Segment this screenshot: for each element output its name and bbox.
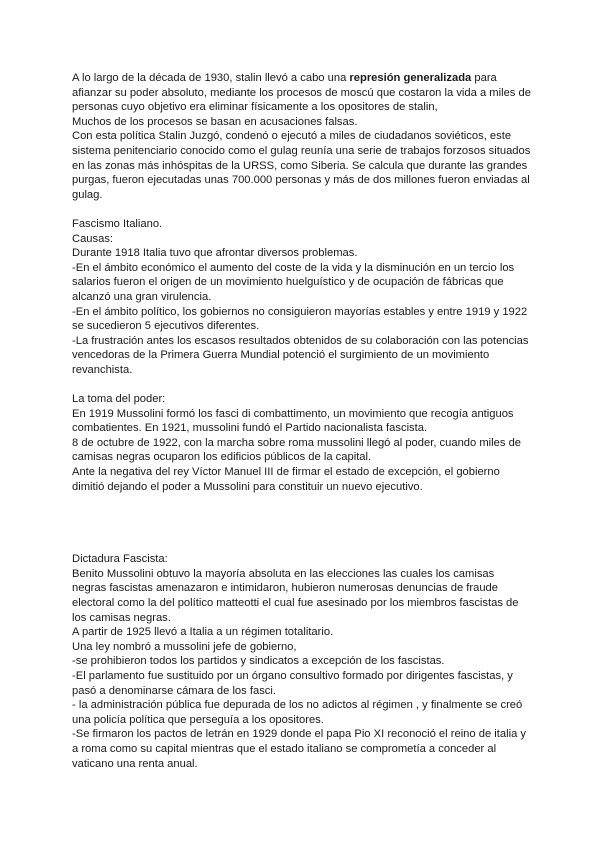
paragraph-line: vaticano una renta anual. <box>72 757 198 770</box>
paragraph-line: vencedoras de la Primera Guerra Mundial potenció el surgimiento de un movimiento <box>72 349 490 362</box>
paragraph-line: los camisas negras. <box>72 611 171 624</box>
paragraph-line: - la administración pública fue depurada de los no adictos al régimen , y finalmente se creó <box>72 699 523 712</box>
section-subheading: Causas: <box>72 232 114 245</box>
paragraph-line: combatientes. En 1921, mussolini fundó el Partido nacionalista fascista. <box>72 422 428 435</box>
paragraph-line: -En el ámbito económico el aumento del coste de la vida y la disminución en un tercio los <box>72 261 515 274</box>
stalin-repression-section <box>72 71 532 202</box>
paragraph-line: negras fascistas amenazaron e intimidaron, hubieron numerosas denuncias de fraude <box>72 582 498 595</box>
paragraph-line: Ante la negativa del rey Víctor Manuel III de firmar el estado de excepción, el gobierno <box>72 466 500 479</box>
section-heading: Dictadura Fascista: <box>72 553 168 566</box>
paragraph-line: en las zonas más inhóspitas de la URSS, como Siberia. Se calcula que durante las grandes <box>72 159 528 172</box>
paragraph-line: En 1919 Mussolini formó los fasci di combattimento, un movimiento que recogía antiguos <box>72 407 514 420</box>
text-run: A lo largo de la década de 1930, stalin llevó a cabo una <box>72 72 350 84</box>
paragraph-line: Muchos de los procesos se basan en acusaciones falsas. <box>72 115 358 128</box>
blank-area <box>72 494 532 552</box>
dictadura-fascista-section <box>72 552 532 771</box>
paragraph-line: Durante 1918 Italia tuvo que afrontar diversos problemas. <box>72 247 358 260</box>
blank-line <box>72 377 532 392</box>
paragraph-line: electoral como la del político matteotti el cual fue asesinado por los miembros fascistas de <box>72 597 519 609</box>
bold-term: represión generalizada <box>349 72 472 84</box>
section-heading: La toma del poder: <box>72 393 166 406</box>
paragraph-line <box>72 71 532 86</box>
text-run: para <box>471 72 497 84</box>
toma-del-poder-section <box>72 392 532 494</box>
paragraph-line: Benito Mussolini obtuvo la mayoría absoluta en las elecciones las cuales los camisas <box>72 567 495 580</box>
paragraph-line: -En el ámbito político, los gobiernos no consiguieron mayorías estables y entre 1919 y 1922 <box>72 305 528 318</box>
paragraph-line: -La frustración antes los escasos resultados obtenidos de su colaboración con las potencias <box>72 334 529 347</box>
blank-line <box>72 202 532 217</box>
document-page <box>72 71 532 771</box>
paragraph-line: A partir de 1925 llevó a Italia a un régimen totalitario. <box>72 626 334 639</box>
paragraph-line: -El parlamento fue sustituido por un órgano consultivo formado por dirigentes fascistas, y <box>72 669 513 682</box>
paragraph-line: alcanzó una gran virulencia. <box>72 290 212 303</box>
paragraph-line: revanchista. <box>72 363 133 376</box>
paragraph-line: salarios fueron el origen de un movimiento huelguístico y de ocupación de fábricas que <box>72 276 504 289</box>
paragraph-line: dimitió dejando el poder a Mussolini para constituir un nuevo ejecutivo. <box>72 480 423 493</box>
paragraph-line: Con esta política Stalin Juzgó, condenó o ejecutó a miles de ciudadanos soviéticos, este <box>72 130 512 143</box>
paragraph-line: personas cuyo objetivo era eliminar físicamente a los opositores de stalin, <box>72 101 438 114</box>
paragraph-line: a roma como su capital mientras que el estado italiano se comprometía a conceder al <box>72 742 497 755</box>
paragraph-line: -Se firmaron los pactos de letrán en 1929 donde el papa Pio XI reconoció el reino de italia y <box>72 728 526 741</box>
paragraph-line: 8 de octubre de 1922, con la marcha sobre roma mussolini llegó al poder, cuando miles de <box>72 436 522 449</box>
paragraph-line: afianzar su poder absoluto, mediante los procesos de moscú que costaron la vida a miles de <box>72 86 531 99</box>
paragraph-line: se sucedieron 5 ejecutivos diferentes. <box>72 320 260 333</box>
paragraph-line: purgas, fueron ejecutadas unas 700.000 personas y más de dos millones fueron enviadas al <box>72 174 530 187</box>
paragraph-line: pasó a denominarse cámara de los fasci. <box>72 684 276 697</box>
paragraph-line: -se prohibieron todos los partidos y sindicatos a excepción de los fascistas. <box>72 655 445 668</box>
paragraph-line: una policía política que perseguía a los opositores. <box>72 713 324 726</box>
paragraph-line: Una ley nombró a mussolini jefe de gobierno, <box>72 640 297 653</box>
paragraph-line: camisas negras ocuparon los edificios públicos de la capital. <box>72 451 372 464</box>
paragraph-line: gulag. <box>72 188 103 201</box>
section-heading: Fascismo Italiano. <box>72 217 163 230</box>
fascismo-italiano-section <box>72 217 532 378</box>
paragraph-line: sistema penitenciario conocido como el gulag reunía una serie de trabajos forzosos situados <box>72 144 531 157</box>
